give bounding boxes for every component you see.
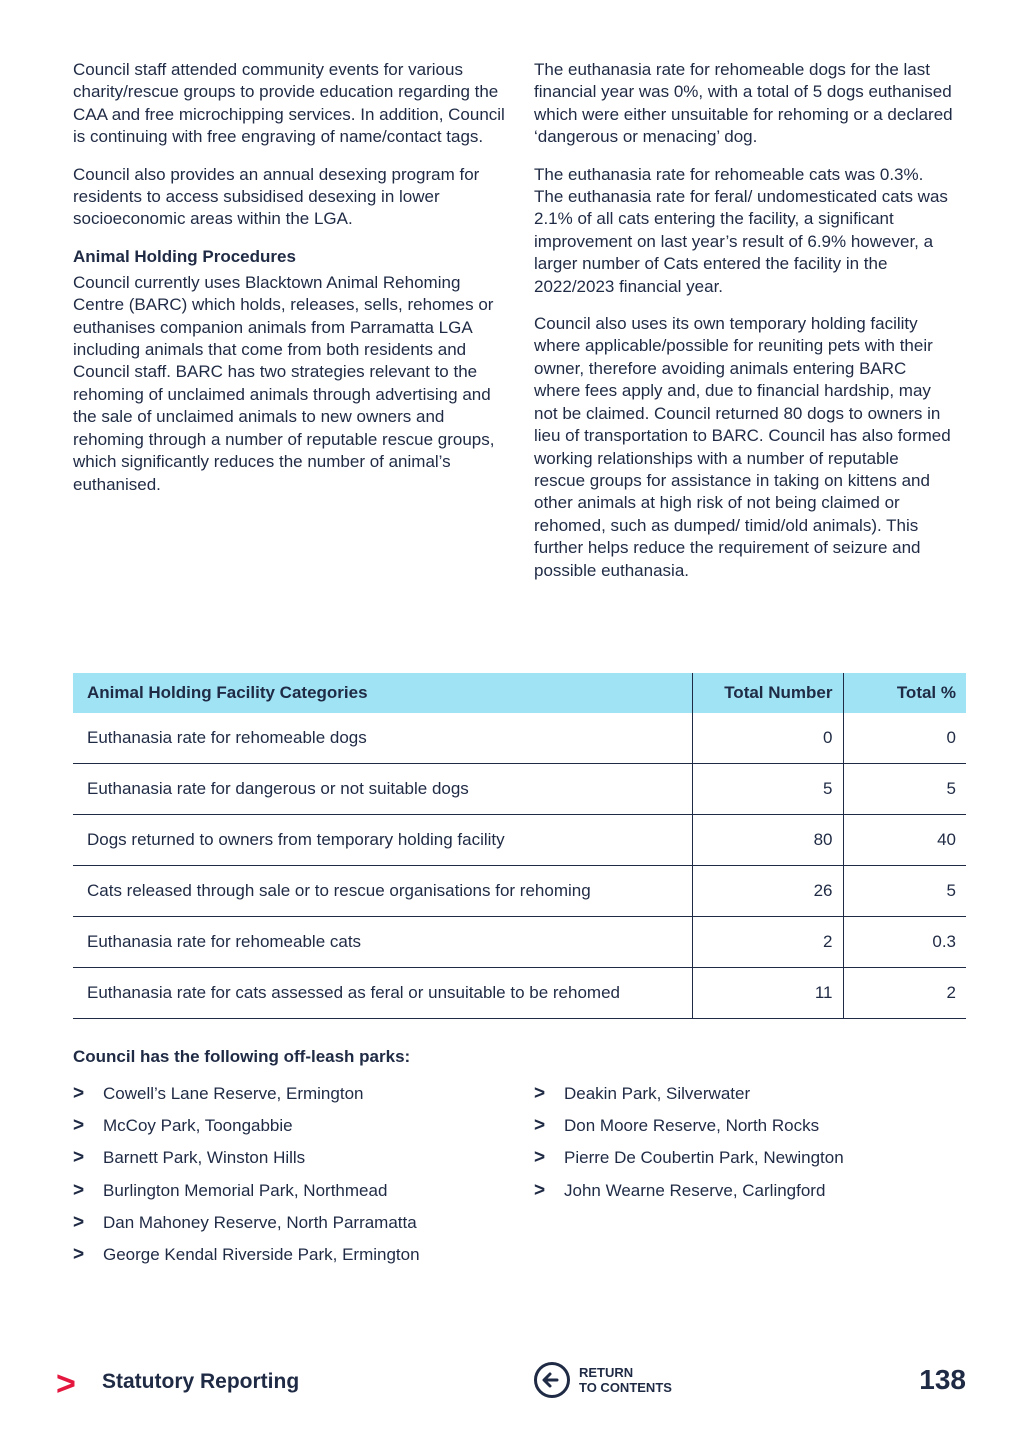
table-row (73, 713, 966, 764)
chevron-right-icon: > (73, 1211, 85, 1233)
chevron-right-icon: > (73, 1115, 85, 1137)
paragraph-dog-euthanasia: The euthanasia rate for rehomeable dogs for the last financial year was 0%, with a total of 5 dogs euthanised which were either unsuitable for rehoming or a declared ‘dangerous or menacing’ dog. (534, 60, 953, 147)
table-row (73, 917, 966, 968)
paragraph-barc: Council currently uses Blacktown Animal Rehoming Centre (BARC) which holds, releases, sells, rehomes or euthanises companion animals from Parramatta LGA including animals that come from both residents and Council staff. BARC has two strategies relevant to the rehoming of unclaimed animals through advertising and the sale of unclaimed animals to new owners and rehoming through a number of reputable rescue groups, which significantly reduces the number of animal’s euthanised. (73, 272, 495, 494)
chevron-right-icon: > (534, 1147, 546, 1169)
table-cell-category: Dogs returned to owners from temporary holding facility (73, 815, 692, 866)
paragraph-temporary-holding: Council also uses its own temporary holding facility where applicable/possible for reuniting pets with their owner, therefore avoiding animals entering BARC where fees apply and, due to financial hardship, may not be claimed. Council returned 80 dogs to owners in lieu of transportation to BARC. Council has also formed working relationships with a number of reputable rescue groups for assistance in taking on kittens and other animals at high risk of not being claimed or rehomed, such as dumped/ timid/old animals). This further helps reduce the requirement of seizure and possible euthanasia. (534, 314, 951, 580)
list-item: > Pierre De Coubertin Park, Newington (534, 1147, 844, 1169)
paragraph-desexing-program: Council also provides an annual desexing program for residents to access subsidised desexing in lower socioeconomic areas within the LGA. (73, 164, 480, 229)
return-label: RETURN TO CONTENTS (579, 1365, 672, 1395)
list-item: > Deakin Park, Silverwater (534, 1083, 751, 1104)
table-cell-category: Cats released through sale or to rescue organisations for rehoming (73, 866, 692, 917)
heading-animal-holding-procedures: Animal Holding Procedures (73, 246, 296, 266)
list-item: > McCoy Park, Toongabbie (73, 1115, 293, 1137)
list-item: > Burlington Memorial Park, Northmead (73, 1179, 388, 1201)
table-cell-number: 2 (692, 917, 843, 968)
page-number: 138 (919, 1364, 966, 1395)
chevron-right-icon: > (73, 1147, 85, 1169)
table-cell-percent: 5 (843, 866, 966, 917)
table-row (73, 968, 966, 1019)
left-column (73, 59, 508, 511)
table-cell-category: Euthanasia rate for cats assessed as feral or unsuitable to be rehomed (73, 968, 692, 1019)
section-chevron-icon: > (56, 1365, 76, 1403)
list-item: > Don Moore Reserve, North Rocks (534, 1115, 820, 1137)
arrow-left-circle-icon (533, 1361, 571, 1399)
parks-list-right (534, 1083, 844, 1212)
chevron-right-icon: > (534, 1083, 546, 1104)
chevron-right-icon: > (73, 1179, 85, 1201)
table-cell-number: 0 (692, 713, 843, 764)
chevron-right-icon: > (73, 1243, 85, 1265)
table-cell-number: 5 (692, 764, 843, 815)
header-total-percent: Total % (843, 673, 966, 713)
header-total-number: Total Number (692, 673, 843, 713)
table-cell-number: 80 (692, 815, 843, 866)
list-item: > Barnett Park, Winston Hills (73, 1147, 306, 1169)
list-item: > George Kendal Riverside Park, Ermington (73, 1243, 420, 1265)
header-category: Animal Holding Facility Categories (73, 673, 692, 713)
parks-list-left (73, 1083, 420, 1276)
footer-section-title: Statutory Reporting (102, 1370, 300, 1393)
paragraph-community-events: Council staff attended community events for various charity/rescue groups to provide education regarding the CAA and free microchipping services. In addition, Council is continuing with free engraving of name/contact tags. (73, 60, 505, 147)
table-cell-category: Euthanasia rate for dangerous or not suitable dogs (73, 764, 692, 815)
parks-heading: Council has the following off-leash parks: (73, 1047, 411, 1066)
table-header-row (73, 673, 966, 713)
table-cell-category: Euthanasia rate for rehomeable cats (73, 917, 692, 968)
table-cell-percent: 0.3 (843, 917, 966, 968)
list-item: > Cowell’s Lane Reserve, Ermington (73, 1083, 364, 1104)
table-cell-percent: 2 (843, 968, 966, 1019)
table-row (73, 764, 966, 815)
list-item: > Dan Mahoney Reserve, North Parramatta (73, 1211, 417, 1233)
table-cell-number: 11 (692, 968, 843, 1019)
table-cell-percent: 0 (843, 713, 966, 764)
table-cell-percent: 5 (843, 764, 966, 815)
facility-table (73, 673, 966, 1019)
table-row (73, 815, 966, 866)
table-cell-category: Euthanasia rate for rehomeable dogs (73, 713, 692, 764)
chevron-right-icon: > (534, 1115, 546, 1137)
return-to-contents-button[interactable] (533, 1361, 672, 1399)
chevron-right-icon: > (73, 1083, 85, 1104)
table-cell-percent: 40 (843, 815, 966, 866)
list-item: > John Wearne Reserve, Carlingford (534, 1179, 826, 1201)
table-cell-number: 26 (692, 866, 843, 917)
chevron-right-icon: > (534, 1179, 546, 1201)
paragraph-cat-euthanasia: The euthanasia rate for rehomeable cats was 0.3%. The euthanasia rate for feral/ undomesticated cats was 2.1% of all cats entering the facility, a significant improvement on last year’s result of 6.9% however, a larger number of Cats entered the facility in the 2022/2023 financial year. (534, 164, 948, 296)
table-row (73, 866, 966, 917)
right-column (534, 59, 954, 597)
